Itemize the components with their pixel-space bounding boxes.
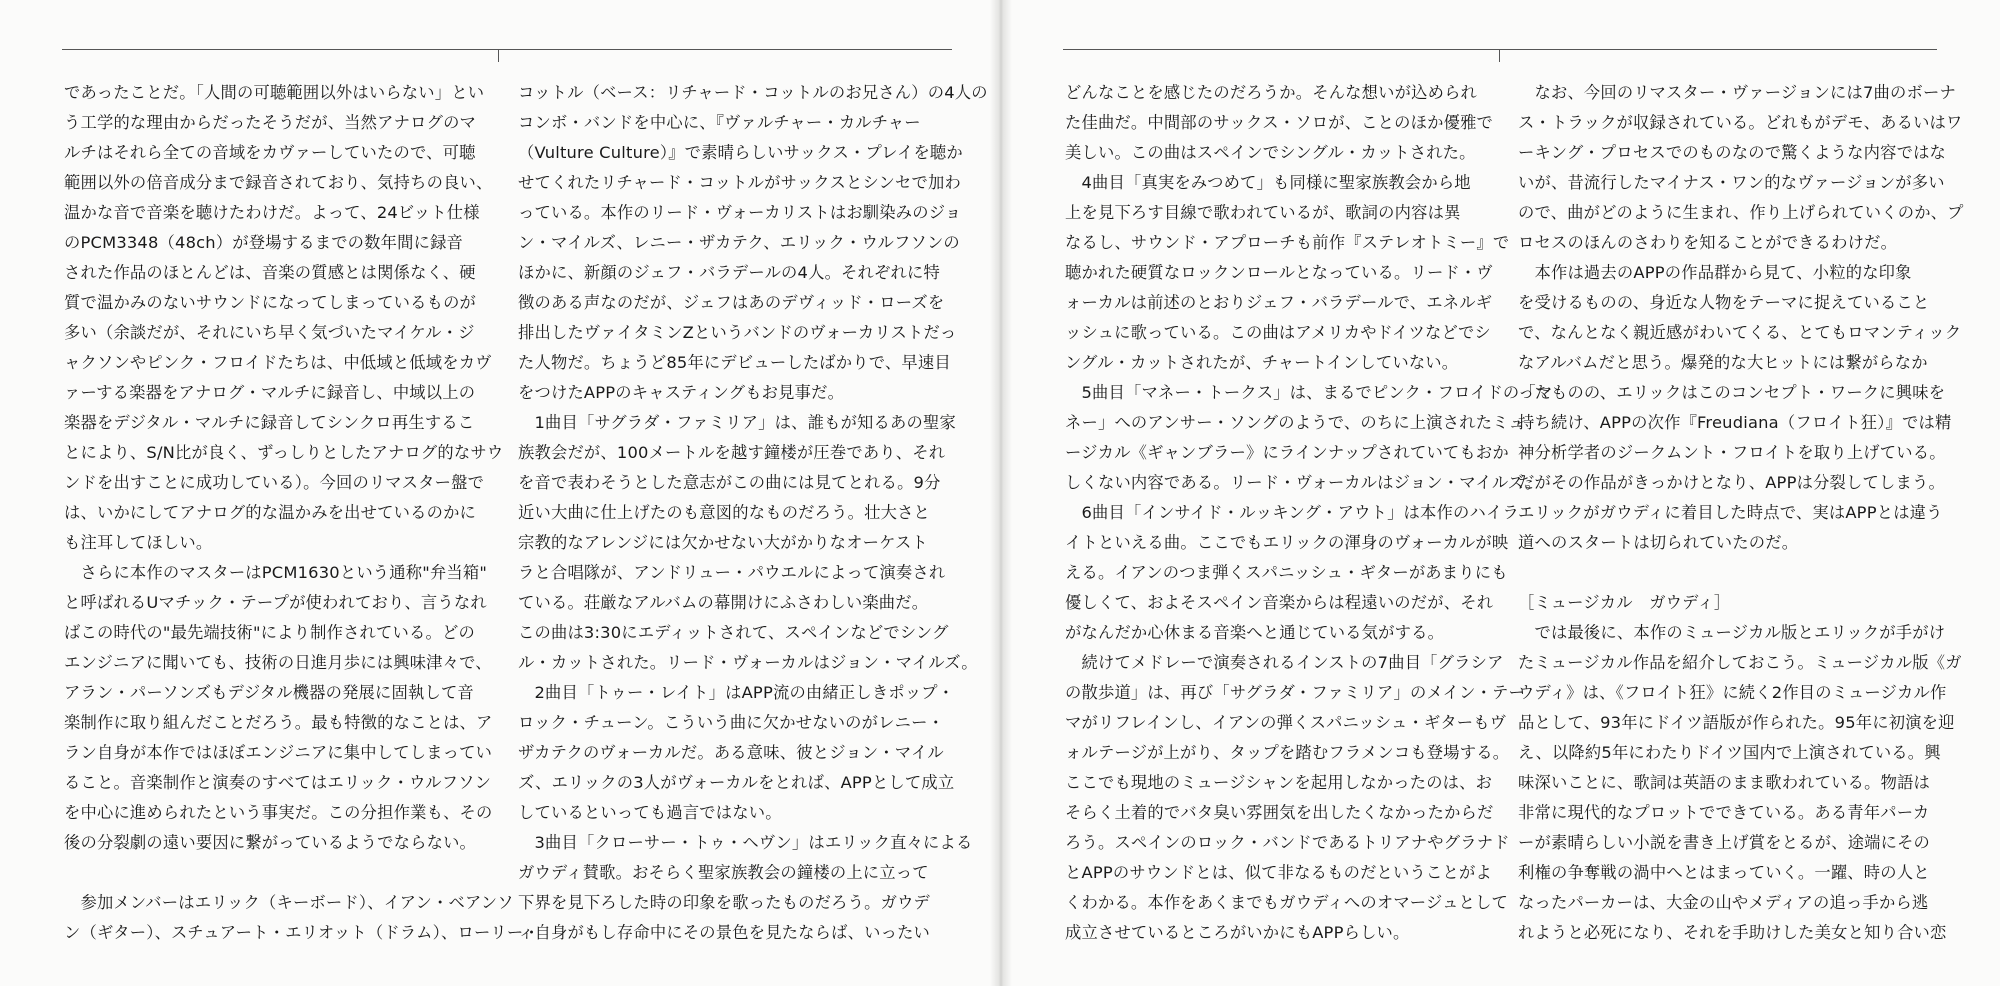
text-line: 道へのスタートは切られていたのだ。 [1518,533,1799,552]
text-line: ラと合唱隊が、アンドリュー・パウエルによって演奏され [518,563,946,582]
text-line: だがその作品がきっかけとなり、APPは分裂してしまう。 [1518,473,1945,492]
text-column-3 [1065,78,1553,948]
text-line: 多い（余談だが、それにいち早く気づいたマイケル・ジ [64,323,475,342]
text-line: 成立させているところがいかにもAPPらしい。 [1065,923,1410,942]
text-line: された作品のほとんどは、音楽の質感とは関係なく、硬 [64,263,476,282]
text-line: いが、昔流行したマイナス・ワン的なヴァージョンが多い [1518,173,1945,192]
text-line: とAPPのサウンドとは、似て非なるものだということがよ [1065,863,1492,882]
text-line: 2曲目「トゥー・レイト」はAPP流の由緒正しきポップ・ [518,683,955,702]
text-line: （Vulture Culture）』で素晴らしいサックス・プレイを聴か [518,143,963,162]
text-line: エンジニアに聞いても、技術の日進月歩には興味津々で、 [64,653,492,672]
text-line: どんなことを感じたのだろうか。そんな想いが込められ [1065,83,1478,102]
text-line: ン（ギター）、スチュアート・エリオット（ドラム）、ローリー・ [64,923,540,942]
text-line: なったパーカーは、大金の山やメディアの追っ手から逃 [1518,893,1929,912]
text-line: ている。荘厳なアルバムの幕開けにふさわしい楽曲だ。 [518,593,929,612]
text-line: 排出したヴァイタミンZというバンドのヴォーカリストだっ [518,323,957,342]
text-line: では最後に、本作のミュージカル版とエリックが手がけ [1518,623,1946,642]
text-line: 宗教的なアレンジには欠かせない大がかりなオーケスト [518,533,928,552]
text-line: ので、曲がどのように生まれ、作り上げられていくのか、プ [1518,203,1964,222]
text-line: ス・トラックが収録されている。どれもがデモ、あるいはワ [1518,113,1963,132]
text-line: をつけたAPPのキャスティングもお見事だ。 [518,383,845,402]
text-line: せてくれたリチャード・コットルがサックスとシンセで加わ [518,173,961,192]
text-line: 3曲目「クローサー・トゥ・ヘヴン」はエリック直々による [518,833,973,852]
text-line: たミュージカル作品を紹介しておこう。ミュージカル版《ガ [1518,653,1962,672]
text-line: を音で表わそうとした意志がこの曲には見てとれる。9分 [518,473,941,492]
text-column-1 [64,78,540,948]
text-line: なアルバムだと思う。爆発的な大ヒットには繋がらなか [1518,353,1928,372]
text-line: と呼ばれるUマチック・テープが使われており、言うなれ [64,593,487,612]
text-line: 温かな音で音楽を聴けたわけだ。よって、24ビット仕様 [64,203,480,222]
text-line: た佳曲だ。中間部のサックス・ソロが、ことのほか優雅で [1065,113,1494,132]
text-line: ォルテージが上がり、タップを踏むフラメンコも登場する。 [1065,743,1510,762]
text-line: ッシュに歌っている。この曲はアメリカやドイツなどでシ [1065,323,1491,342]
page-gutter [990,0,1012,986]
right-header-rule [1063,49,1937,50]
text-line: エリックがガウディに着目した時点で、実はAPPとは違う [1518,503,1943,522]
text-line: 品として、93年にドイツ語版が作られた。95年に初演を迎 [1518,713,1955,732]
text-line: ル・カットされた。リード・ヴォーカルはジョン・マイルズ。 [518,653,978,672]
text-line: 神分析学者のジークムント・フロイトを取り上げている。 [1518,443,1946,462]
text-line: ラン自身が本作ではほぼエンジニアに集中してしまってい [64,743,493,762]
text-line: 徴のある声なのだが、ジェフはあのデヴィッド・ローズを [518,293,945,312]
text-column-2 [518,78,988,948]
text-line: ばこの時代の"最先端技術"により制作されている。どの [64,623,475,642]
text-line: 質で温かみのないサウンドになってしまっているものが [64,293,477,312]
text-line: 美しい。この曲はスペインでシングル・カットされた。 [1065,143,1476,162]
text-line: 楽制作に取り組んだことだろう。最も特徴的なことは、ア [64,713,493,732]
text-line: ルチはそれら全ての音域をカヴァーしていたので、可聴 [64,143,476,162]
text-line: のPCM3348（48ch）が登場するまでの数年間に録音 [64,233,464,252]
text-line: も注耳してほしい。 [64,533,213,552]
text-line: ズ、エリックの3人がヴォーカルをとれば、APPとして成立 [518,773,955,792]
text-line: なるし、サウンド・アプローチも前作『ステレオトミー』で [1065,233,1510,252]
text-line: 上を見下ろす目線で歌われているが、歌詞の内容は異 [1065,203,1461,222]
text-line: アラン・パーソンズもデジタル機器の発展に固執して音 [64,683,474,702]
text-line: 族教会だが、100メートルを越す鐘楼が圧巻であり、それ [518,443,946,462]
text-line: コンボ・バンドを中心に、『ヴァルチャー・カルチャー [518,113,921,132]
text-line: を中心に進められたという事実だ。この分担作業も、その [64,803,493,822]
text-line: 下界を見下ろした時の印象を歌ったものだろう。ガウデ [518,893,931,912]
text-line: ウディ》は、《フロイト狂》に続く2作目のミュージカル作 [1518,683,1947,702]
text-line: ネー」へのアンサー・ソングのようで、のちに上演されたミュ [1065,413,1525,432]
text-line: しているといっても過言ではない。 [518,803,782,822]
text-line: ォーカルは前述のとおりジェフ・バラデールで、エネルギ [1065,293,1493,312]
text-line: イトといえる曲。ここでもエリックの渾身のヴォーカルが映 [1065,533,1509,552]
blank-line [1518,558,1948,588]
text-line: ガウディ賛歌。おそらく聖家族教会の鐘楼の上に立って [518,863,929,882]
left-header-rule [62,49,952,50]
text-line: た人物だ。ちょうど85年にデビューしたばかりで、早速目 [518,353,951,372]
text-line: マがリフレインし、イアンの弾くスパニッシュ・ギターもヴ [1065,713,1507,732]
text-line: 4曲目「真実をみつめて」も同様に聖家族教会から地 [1065,173,1471,192]
text-line: ここでも現地のミュージシャンを起用しなかったのは、お [1065,773,1493,792]
text-line: ィ自身がもし存命中にその景色を見たならば、いったい [518,923,931,942]
text-line: 続けてメドレーで演奏されるインストの7曲目「グラシア [1065,653,1504,672]
text-line: ン・マイルズ、レニー・ザカテク、エリック・ウルフソンの [518,233,960,252]
text-line: 利権の争奪戦の渦中へとはまっていく。一躍、時の人と [1518,863,1930,882]
text-line: コットル（ベース：リチャード・コットルのお兄さん）の4人の [518,83,988,102]
text-line: とにより、S/N比が良く、ずっしりとしたアナログ的なサウ [64,443,504,462]
text-line: ャクソンやピンク・フロイドたちは、中低域と低域をカヴ [64,353,492,372]
left-column-divider-tick [498,49,499,62]
text-line: 後の分裂劇の遠い要因に繋がっているようでならない。 [64,833,477,852]
text-line: 近い大曲に仕上げたのも意図的なものだろう。壮大さと [518,503,931,522]
text-line: であったことだ。「人間の可聴範囲以外はいらない」とい [64,83,485,102]
text-line: ングル・カットされたが、チャートインしていない。 [1065,353,1459,372]
text-line: 非常に現代的なプロットでできている。ある青年パーカ [1518,803,1930,822]
text-line: 聴かれた硬質なロックンロールとなっている。リード・ヴ [1065,263,1493,282]
text-line: 6曲目「インサイド・ルッキング・アウト」は本作のハイラ [1065,503,1519,522]
text-line: ［ミュージカル ガウディ］ [1518,593,1731,612]
text-line: がなんだか心休まる音楽へと通じている気がする。 [1065,623,1445,642]
text-line: 優しくて、およそスペイン音楽からは程遠いのだが、それ [1065,593,1494,612]
text-line: っている。本作のリード・ヴォーカリストはお馴染みのジョ [518,203,962,222]
text-line: ったものの、エリックはこのコンセプト・ワークに興味を [1518,383,1946,402]
right-column-divider-tick [1499,49,1500,62]
text-line: 楽器をデジタル・マルチに録音してシンクロ再生するこ [64,413,475,432]
text-line: れようと必死になり、それを手助けした美女と知り合い恋 [1518,923,1947,942]
text-column-4 [1518,78,1964,948]
text-line: 本作は過去のAPPの作品群から見て、小粒的な印象 [1518,263,1912,282]
text-line: う工学的な理由からだったそうだが、当然アナログのマ [64,113,477,132]
text-line: ザカテクのヴォーカルだ。ある意味、彼とジョン・マイル [518,743,944,762]
text-line: くわかる。本作をあくまでもガウディへのオマージュとして [1065,893,1509,912]
text-line: ージカル《ギャンブラー》にラインナップされていてもおか [1065,443,1509,462]
text-line: え、以降約5年にわたりドイツ国内で上演されている。興 [1518,743,1941,762]
text-line: で、なんとなく親近感がわいてくる、とてもロマンティック [1518,323,1962,342]
text-line: 参加メンバーはエリック（キーボード）、イアン・ベアンソ [64,893,514,912]
text-line: の散歩道」は、再び「サグラダ・ファミリア」のメイン・テー [1065,683,1526,702]
text-line: を受けるものの、身近な人物をテーマに捉えていること [1518,293,1930,312]
text-line: そらく土着的でバタ臭い雰囲気を出したくなかったからだ [1065,803,1494,822]
text-line: ること。音楽制作と演奏のすべてはエリック・ウルフソン [64,773,492,792]
text-line: なお、今回のリマスター・ヴァージョンには7曲のボーナ [1518,83,1956,102]
text-line: さらに本作のマスターはPCM1630という通称"弁当箱" [64,563,488,582]
text-line: ロセスのほんのさわりを知ることができるわけだ。 [1518,233,1898,252]
text-line: ーキング・プロセスでのものなので驚くような内容ではな [1518,143,1947,162]
text-line: ろう。スペインのロック・バンドであるトリアナやグラナド [1065,833,1510,852]
text-line: 範囲以外の倍音成分まで録音されており、気持ちの良い、 [64,173,493,192]
text-line: 持ち続け、APPの次作『Freudiana（フロイト狂）』では精 [1518,413,1952,432]
text-line: しくない内容である。リード・ヴォーカルはジョン・マイルズ。 [1065,473,1542,492]
blank-line [64,858,494,888]
text-line: える。イアンのつま弾くスパニッシュ・ギターがあまりにも [1065,563,1508,582]
text-line: 5曲目「マネー・トークス」は、まるでピンク・フロイドの「マ [1065,383,1553,402]
text-line: ほかに、新顔のジェフ・バラデールの4人。それぞれに特 [518,263,940,282]
text-line: ロック・チューン。こういう曲に欠かせないのがレニー・ [518,713,945,732]
text-line: ーが素晴らしい小説を書き上げ賞をとるが、途端にその [1518,833,1931,852]
text-line: は、いかにしてアナログ的な温かみを出せているのかに [64,503,477,522]
text-line: ンドを出すことに成功している）。今回のリマスター盤で [64,473,485,492]
text-line: ァーする楽器をアナログ・マルチに録音し、中域以上の [64,383,476,402]
text-line: 味深いことに、歌詞は英語のまま歌われている。物語は [1518,773,1931,792]
text-line: 1曲目「サグラダ・ファミリア」は、誰もが知るあの聖家 [518,413,956,432]
text-line: この曲は3:30にエディットされて、スペインなどでシング [518,623,949,642]
